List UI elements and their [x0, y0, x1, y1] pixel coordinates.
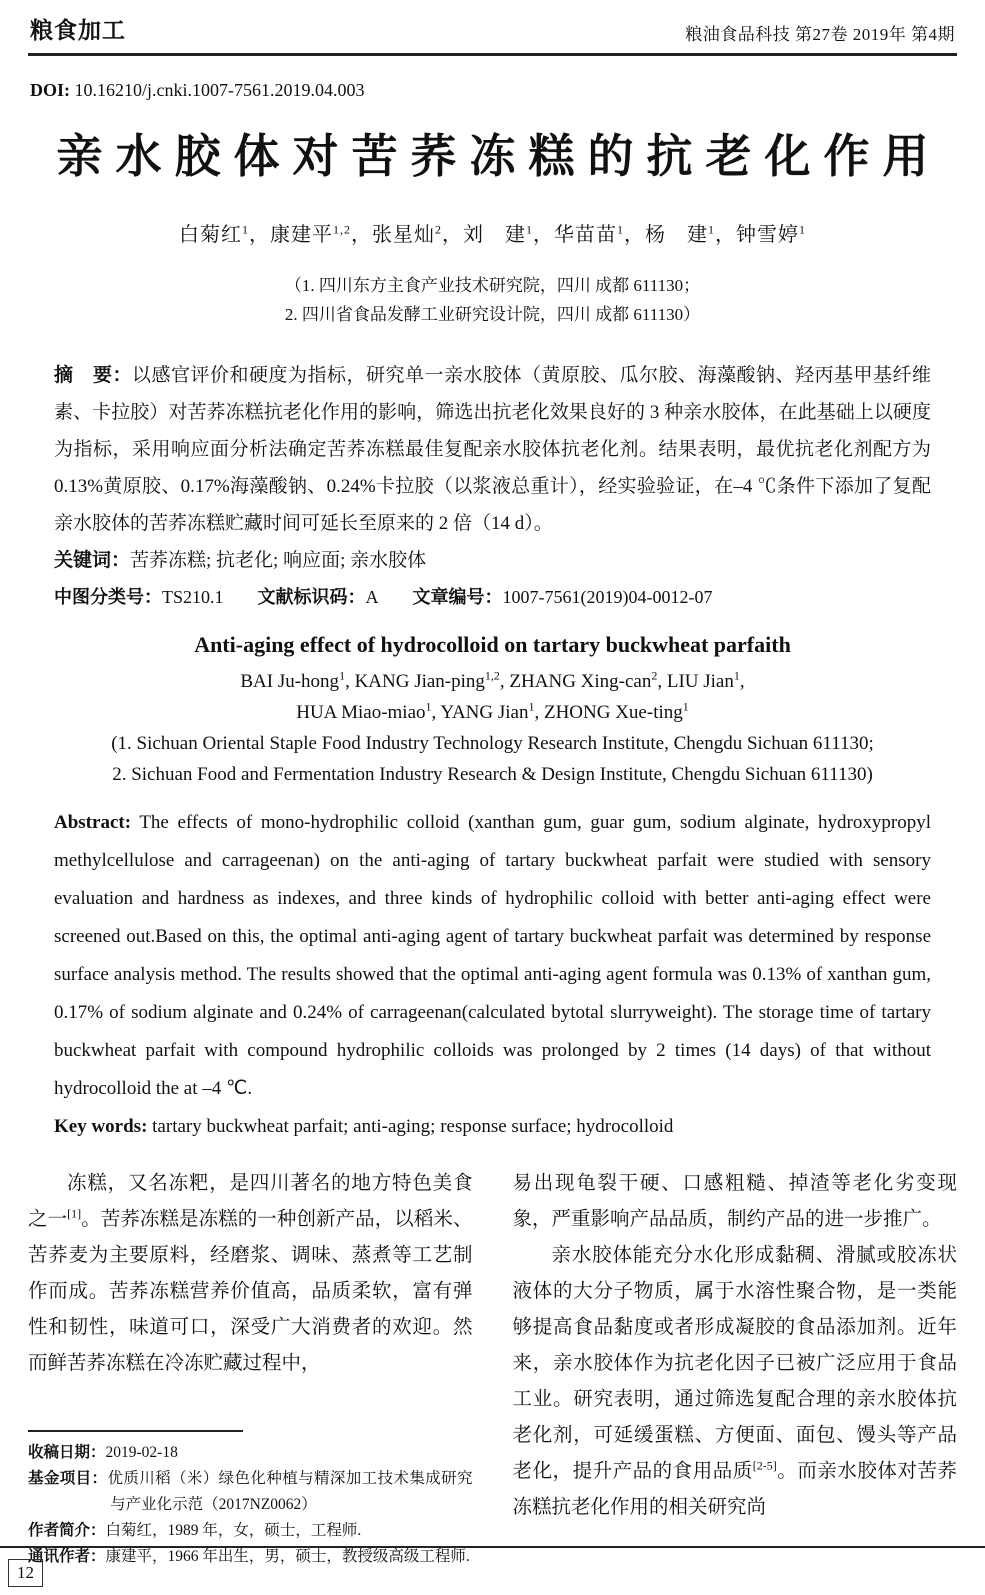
author-affil-sup: 2: [435, 222, 442, 237]
abstract-en-text: The effects of mono-hydrophilic colloid (xanthan gum, guar gum, sodium alginate, hydroxypropyl methylcellulose and carrageenan) on the anti-aging of tartary buckwheat parfait were studied with sensory evaluation and hardness as indexes, and three kinds of hydrophilic colloid with better anti-aging effect were screened out.Based on this, the optimal anti-aging agent of tartary buckwheat parfait was determined by response surface analysis method. The results showed that the optimal anti-aging agent formula was 0.13% of xanthan gum, 0.17% of sodium alginate and 0.24% of carrageenan(calculated bytotal slurryweight). The storage time of tartary buckwheat parfait with compound hydrophilic colloids was prolonged by 2 times (14 days) of that without hydrocolloid the at –4 ℃.: [54, 812, 931, 1100]
authors-en-line2: [28, 697, 957, 728]
author-en: ZHANG Xing-can$^2$,: [509, 668, 667, 693]
footnote-fund-project: 基金项目：优质川稻（米）绿色化种植与精深加工技术集成研究与产业化示范（2017NZ0062）: [28, 1470, 473, 1514]
journal-issue-info: 粮油食品科技 第27卷 2019年 第4期: [685, 25, 955, 44]
keywords-zh-label: 关键词：: [54, 550, 131, 572]
header-divider: [28, 53, 957, 56]
author-zh: 杨 建$^1$，: [645, 222, 736, 247]
abstract-en-label: Abstract:: [54, 812, 132, 834]
doi-line: [28, 80, 957, 101]
author-affil-sup: 1,2: [333, 222, 351, 237]
author-en: BAI Ju-hong$^1$,: [240, 668, 355, 693]
right-column: [513, 1166, 958, 1570]
affiliation-en-line1: (1. Sichuan Oriental Staple Food Industry Technology Research Institute, Chengdu Sichuan 611130;: [111, 733, 874, 755]
doi-label: DOI:: [30, 80, 70, 100]
keywords-en-label: Key words:: [54, 1116, 148, 1138]
keywords-zh-text: 苦荞冻糕; 抗老化; 响应面; 亲水胶体: [130, 550, 427, 572]
article-title-en: Anti-aging effect of hydrocolloid on tartary buckwheat parfaith: [194, 632, 791, 658]
authors-en-line1: [28, 666, 957, 697]
footnote-received-date: 收稿日期：2019-02-18: [28, 1444, 178, 1462]
author-zh: 白菊红$^1$，: [179, 222, 270, 247]
page-header: [28, 10, 957, 51]
author-affil-sup: 2: [651, 668, 658, 683]
keywords-en-text: tartary buckwheat parfait; anti-aging; response surface; hydrocolloid: [147, 1116, 674, 1138]
body-paragraph-1: 冻糕，又名冻粑，是四川著名的地方特色美食之一[1]。苦荞冻糕是冻糕的一种创新产品，以稻米、苦荞麦为主要原料，经磨浆、调味、蒸煮等工艺制作而成。苦荞冻糕营养价值高，品质柔软，富有弹性和韧性，味道可口，深受广大消费者的欢迎。然而鲜苦荞冻糕在冷冻贮藏过程中，: [28, 1173, 473, 1375]
affiliation-zh-line1: （1. 四川东方主食产业技术研究院，四川 成都 611130；: [284, 276, 701, 296]
abstract-zh: [54, 357, 931, 542]
author-zh: 张星灿$^2$，: [372, 222, 463, 247]
abstract-zh-label: 摘 要：: [54, 365, 132, 387]
author-affil-sup: 1: [708, 222, 715, 237]
footnote-block: [28, 1430, 473, 1570]
affiliation-zh-line2: 2. 四川省食品发酵工业研究设计院，四川 成都 611130）: [284, 305, 701, 325]
abstract-en: [54, 804, 931, 1108]
footnote-author-bio: 作者简介：白菊红，1989 年，女，硕士，工程师.: [28, 1522, 362, 1540]
author-zh: 华苗苗$^1$，: [554, 222, 645, 247]
author-zh: 刘 建$^1$，: [463, 222, 554, 247]
affiliations-zh: [28, 271, 957, 329]
abstract-zh-text: 以感官评价和硬度为指标，研究单一亲水胶体（黄原胶、瓜尔胶、海藻酸钠、羟丙基甲基纤维素、卡拉胶）对苦荞冻糕抗老化作用的影响，筛选出抗老化效果良好的 3 种亲水胶体，在此基础上以硬度为指标，采用响应面分析法确定苦荞冻糕最佳复配亲水胶体抗老化剂。结果表明，最优抗老化剂配方为 0.13%黄原胶、0.17%海藻酸钠、0.24%卡拉胶（以浆液总重计），经实验验证，在–4 ℃条件下添加了复配亲水胶体的苦荞冻糕贮藏时间可延长至原来的 2 倍（14 d）。: [54, 365, 931, 535]
author-affil-sup: 1: [242, 222, 249, 237]
author-affil-sup: 1: [339, 668, 346, 683]
authors-zh: [28, 218, 957, 247]
author-affil-sup: 1: [528, 699, 535, 714]
author-affil-sup: 1: [617, 222, 624, 237]
author-zh: 钟雪婷$^1$: [736, 222, 806, 247]
author-affil-sup: 1: [526, 222, 533, 237]
keywords-zh: [54, 542, 931, 579]
affiliation-en-line2: 2. Sichuan Food and Fermentation Industry Research & Design Institute, Chengdu Sichuan 611130): [112, 764, 873, 786]
two-column-body: [28, 1166, 957, 1570]
author-affil-sup: 1: [682, 699, 689, 714]
journal-section-title: 粮食加工: [30, 17, 126, 43]
footnote-corresponding-author: 通讯作者：康建平，1966 年出生，男，硕士，教授级高级工程师.: [28, 1548, 470, 1566]
clc-number: 中图分类号：TS210.1: [54, 587, 224, 608]
article-id: 文章编号：1007-7561(2019)04-0012-07: [412, 587, 713, 608]
reference-citation: [2-5]: [752, 1458, 777, 1473]
keywords-en: [54, 1108, 931, 1146]
body-paragraph-2: 易出现龟裂干硬、口感粗糙、掉渣等老化劣变现象，严重影响产品品质，制约产品的进一步推广。: [512, 1173, 957, 1231]
doi-value: 10.16210/j.cnki.1007-7561.2019.04.003: [74, 80, 365, 100]
reference-citation: [1]: [67, 1206, 82, 1221]
body-paragraph-3: 亲水胶体能充分水化形成黏稠、滑腻或胶冻状液体的大分子物质，属于水溶性聚合物，是一类能够提高食品黏度或者形成凝胶的食品添加剂。近年来，亲水胶体作为抗老化因子已被广泛应用于食品工业。研究表明，通过筛选复配合理的亲水胶体抗老化剂，可延缓蛋糕、方便面、面包、馒头等产品老化，提升产品的食用品质[2-5]。而亲水胶体对苦荞冻糕抗老化作用的相关研究尚: [512, 1245, 957, 1519]
author-en: LIU Jian$^1$,: [666, 668, 745, 693]
page-number: 12: [8, 1559, 43, 1587]
footnote-divider: [28, 1430, 243, 1432]
article-title-zh: 亲水胶体对苦荞冻糕的抗老化作用: [56, 131, 942, 182]
author-affil-sup: 1: [733, 668, 740, 683]
author-en: HUA Miao-miao$^1$,: [296, 699, 441, 724]
author-en: YANG Jian$^1$,: [440, 699, 544, 724]
author-zh: 康建平$^{1,2}$，: [270, 222, 372, 247]
author-affil-sup: 1: [799, 222, 806, 237]
left-column: [28, 1166, 473, 1570]
document-code: 文献标识码：A: [257, 587, 379, 608]
author-en: KANG Jian-ping$^{1,2}$,: [354, 668, 510, 693]
author-affil-sup: 1: [425, 699, 432, 714]
author-en: ZHONG Xue-ting$^1$: [543, 699, 689, 724]
author-affil-sup: 1,2: [484, 668, 500, 683]
footer-divider: [0, 1546, 985, 1548]
classification-line: [54, 579, 931, 616]
